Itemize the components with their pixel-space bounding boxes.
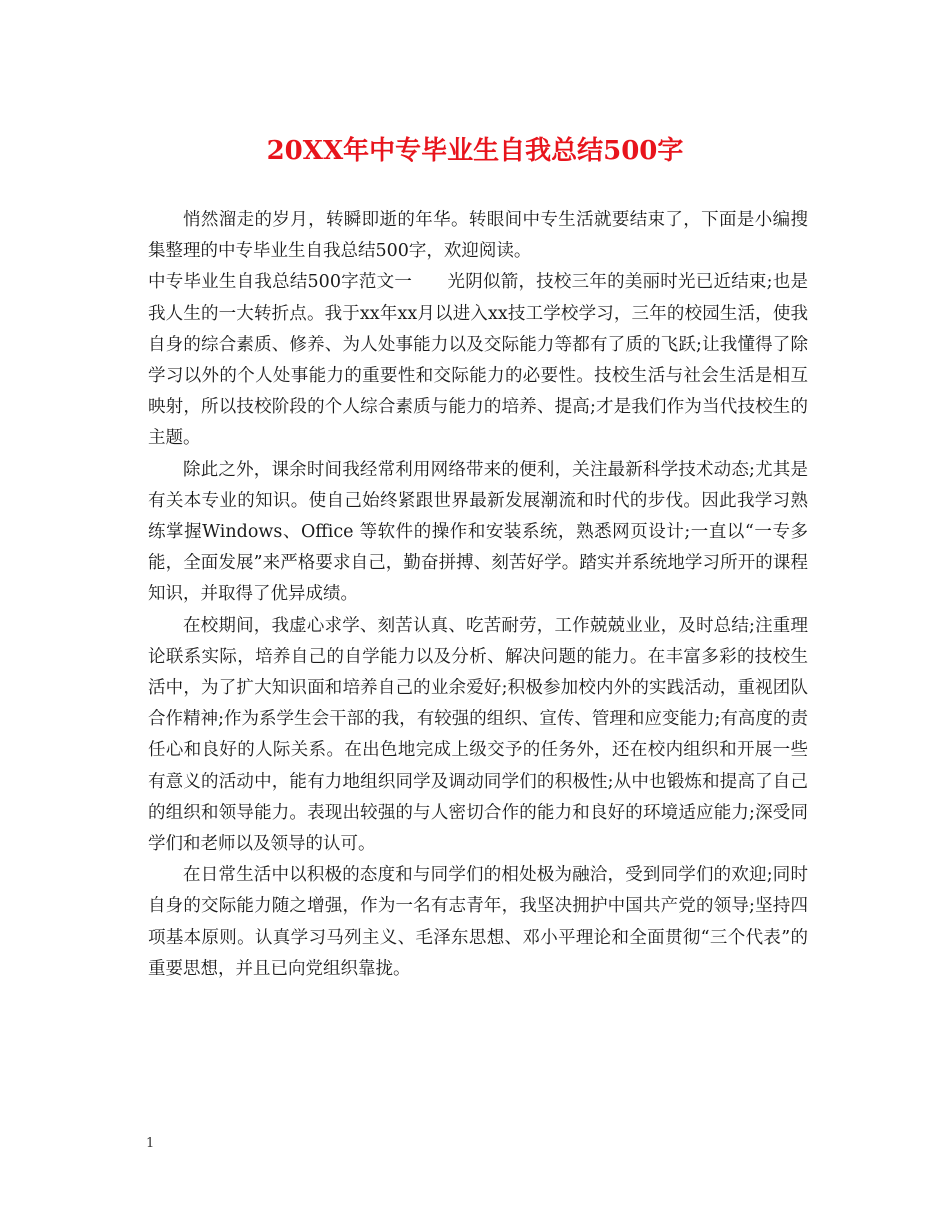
page-number: 1 (146, 1136, 155, 1151)
example-one-paragraph: 中专毕业生自我总结500字范文一 光阴似箭，技校三年的美丽时光已近结束;也是我人生的一大转折点。我于xx年xx月以进入xx技工学校学习，三年的校园生活，使我自身的综合素质、修养、为人处事能力以及交际能力等都有了质的飞跃;让我懂得了除学习以外的个人处事能力的重要性和交际能力的必要性。技校生活与社会生活是相互映射，所以技校阶段的个人综合素质与能力的培养、提高;才是我们作为当代技校生的主题。 (148, 272, 808, 449)
body-paragraph-3: 在校期间，我虚心求学、刻苦认真、吃苦耐劳，工作兢兢业业，及时总结;注重理论联系实际，培养自己的自学能力以及分析、解决问题的能力。在丰富多彩的技校生活中，为了扩大知识面和培养自己的业余爱好;积极参加校内外的实践活动，重视团队合作精神;作为系学生会干部的我，有较强的组织、宣传、管理和应变能力;有高度的责任心和良好的人际关系。在出色地完成上级交予的任务外，还在校内组织和开展一些有意义的活动中，能有力地组织同学及调动同学们的积极性;从中也锻炼和提高了自己的组织和领导能力。表现出较强的与人密切合作的能力和良好的环境适应能力;深受同学们和老师以及领导的认可。 (148, 615, 808, 855)
document-body (148, 205, 808, 985)
document-title: 20XX年中专毕业生自我总结500字 (266, 136, 684, 166)
intro-paragraph: 悄然溜走的岁月，转瞬即逝的年华。转眼间中专生活就要结束了，下面是小编搜集整理的中专毕业生自我总结500字，欢迎阅读。 (148, 210, 808, 262)
body-paragraph-4: 在日常生活中以积极的态度和与同学们的相处极为融洽，受到同学们的欢迎;同时自身的交际能力随之增强，作为一名有志青年，我坚决拥护中国共产党的领导;坚持四项基本原则。认真学习马列主义、毛泽东思想、邓小平理论和全面贯彻“三个代表”的重要思想，并且已向党组织靠拢。 (148, 865, 808, 979)
body-paragraph-2: 除此之外，课余时间我经常利用网络带来的便利，关注最新科学技术动态;尤其是有关本专业的知识。使自己始终紧跟世界最新发展潮流和时代的步伐。因此我学习熟练掌握Windows、Office 等软件的操作和安装系统，熟悉网页设计;一直以“一专多能，全面发展”来严格要求自己，勤奋拼搏、刻苦好学。踏实并系统地学习所开的课程知识，并取得了优异成绩。 (148, 459, 808, 605)
